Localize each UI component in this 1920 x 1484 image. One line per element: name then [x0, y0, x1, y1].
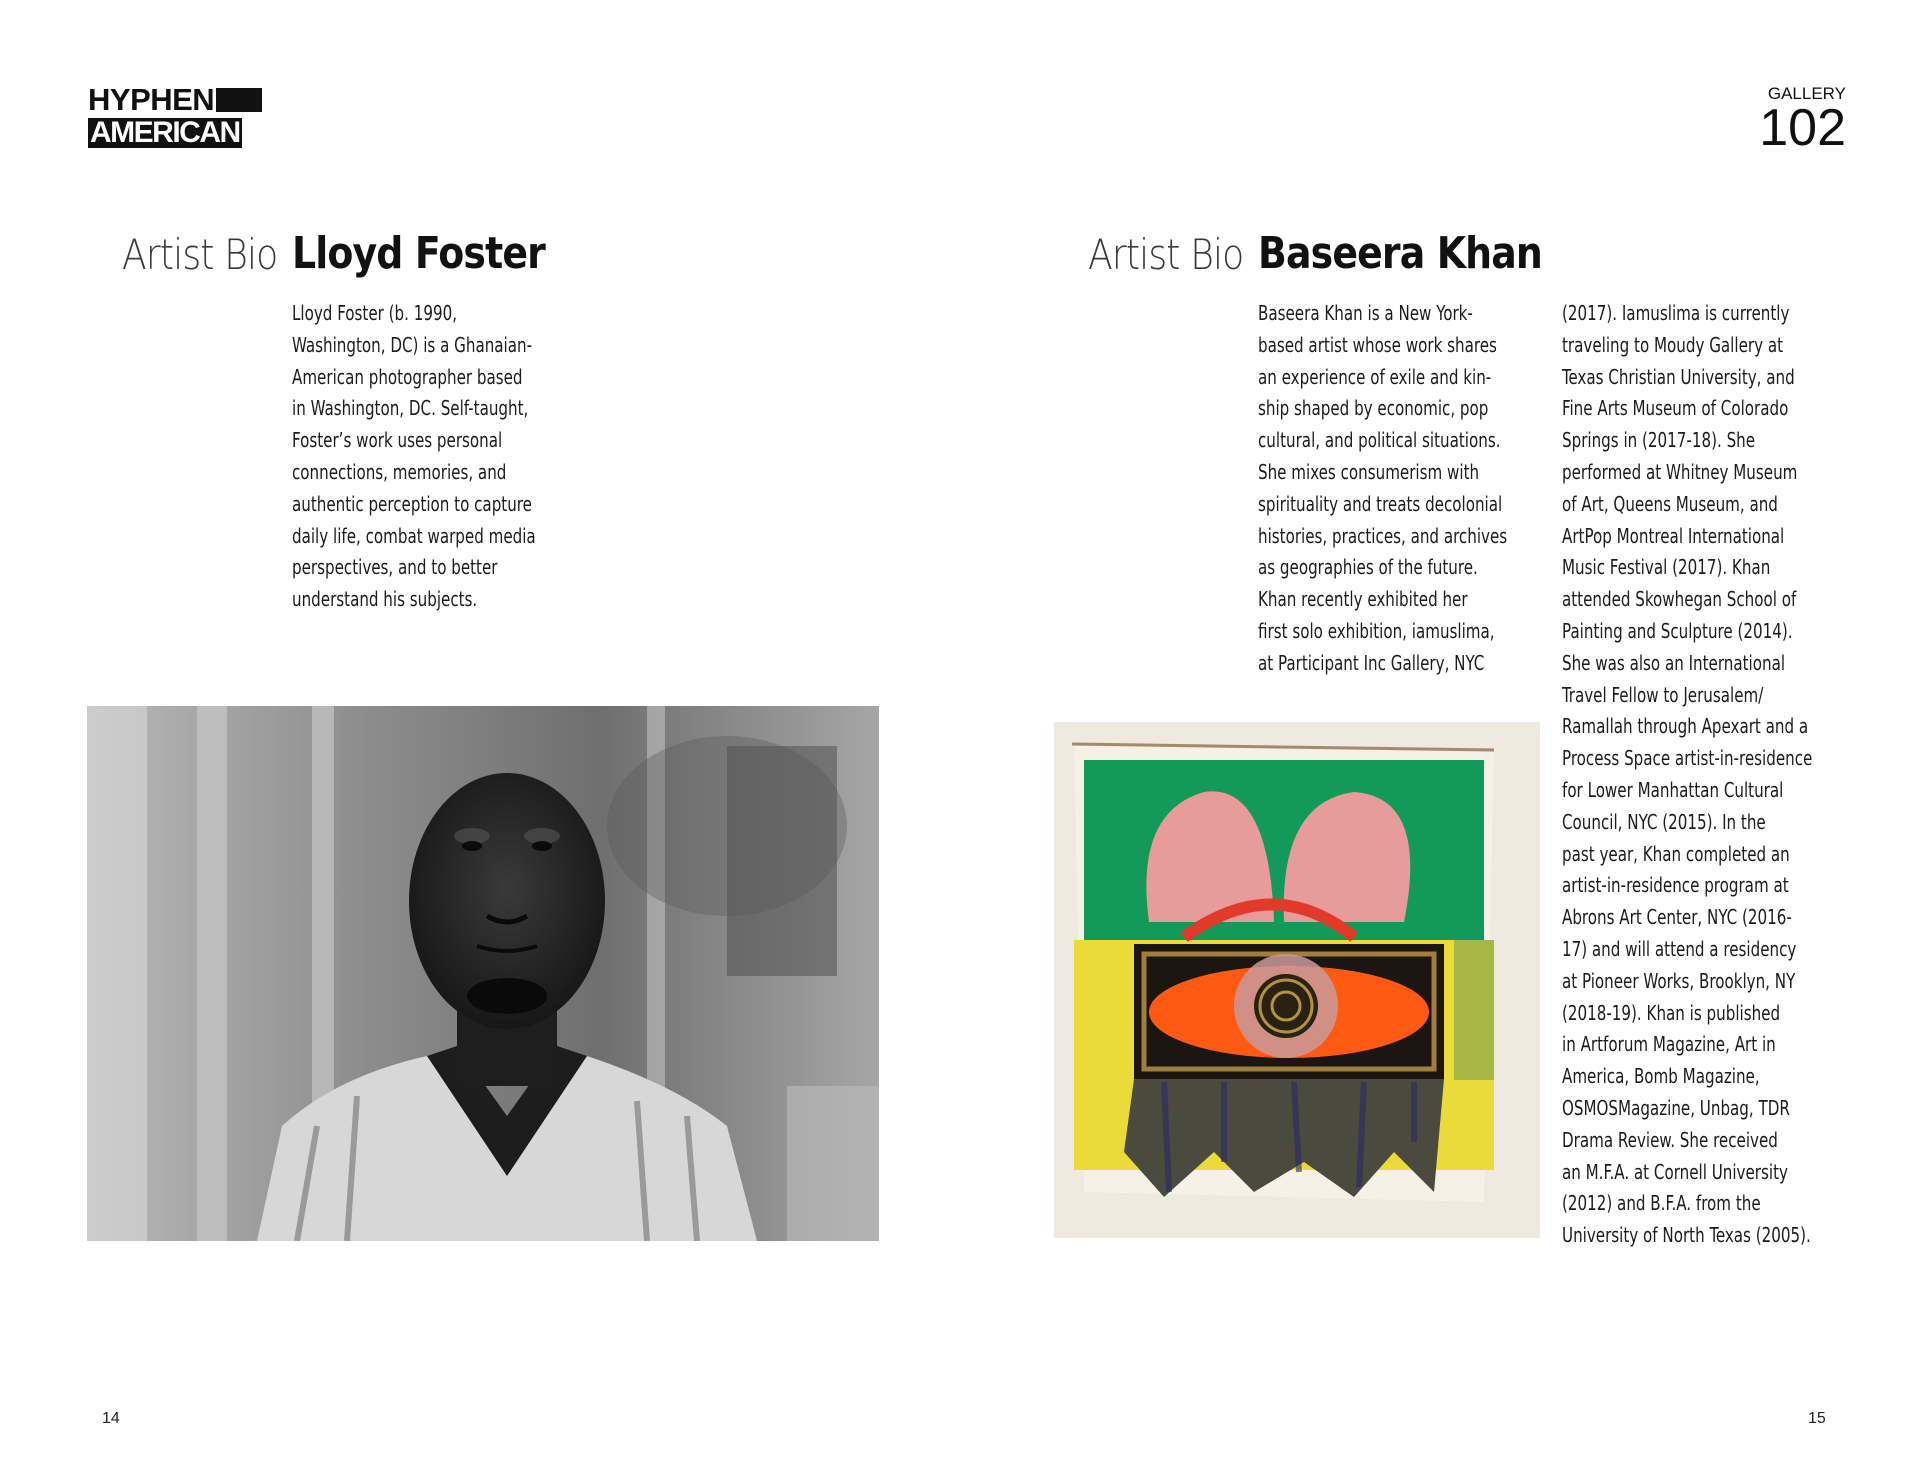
right-page-number: 15 — [1808, 1410, 1826, 1427]
artwork-illustration — [1054, 722, 1540, 1238]
right-bio-kicker: Artist Bio — [1088, 230, 1244, 279]
left-artist-name: Lloyd Foster — [292, 228, 545, 279]
left-page-number: 14 — [102, 1410, 120, 1427]
logo-black-block — [216, 88, 262, 112]
right-bio-column-2: (2017). Iamuslima is currently traveling to Moudy Gallery at Texas Christian University, and Fine Arts Museum of Colorado Springs in (2017-18). She performed at Whitney Museum of Art, Queens Museum, and ArtPop Montreal International Music Festival (2017). Khan attended Skowhegan School of Painting and Sculpture (2014). She was also an International Travel Fellow to Jerusalem/ Ramallah through Apexart and a Process Space artist-in-residence for Lower Manhattan Cultural Council, NYC (2015). In the past year, Khan completed an artist-in-residence program at Abrons Art Center, NYC (2016- 17) and will attend a residency at Pioneer Works, Brooklyn, NY (2018-19). Khan is published in Artforum Magazine, Art in America, Bomb Magazine, OSMOSMagazine, Unbag, TDR Drama Review. She received an M.F.A. at Cornell University (2012) and B.F.A. from the University of North Texas (2005). — [1562, 301, 1813, 1248]
left-artist-bio: Lloyd Foster (b. 1990, Washington, DC) is a Ghanaian- American photographer based in Washington, DC. Self-taught, Foster’s work uses personal connections, memories, and authentic perception to capture daily life, combat warped media perspectives, and to better understand his subjects. — [292, 301, 536, 612]
lloyd-foster-portrait-photo — [87, 706, 879, 1241]
baseera-khan-artwork-photo — [1054, 722, 1540, 1238]
left-bio-kicker: Artist Bio — [122, 230, 278, 279]
right-bio-column-1: Baseera Khan is a New York- based artist whose work shares an experience of exile and kin- ship shaped by economic, pop cultural, and political situations. She mixes consumerism with spirituality and treats decolonial histories, practices, and archives as geographies of the future. Khan recently exhibited her first solo exhibition, iamuslima, at Participant Inc Gallery, NYC — [1258, 301, 1508, 675]
portrait-illustration — [87, 706, 879, 1241]
logo-word-american: AMERICAN — [90, 116, 240, 149]
gallery-number: 102 — [1759, 99, 1846, 157]
hyphen-american-logo — [88, 82, 270, 150]
right-artist-name: Baseera Khan — [1258, 228, 1543, 279]
logo-word-hyphen: HYPHEN — [88, 82, 215, 117]
gallery-label: GALLERY — [1767, 84, 1846, 103]
